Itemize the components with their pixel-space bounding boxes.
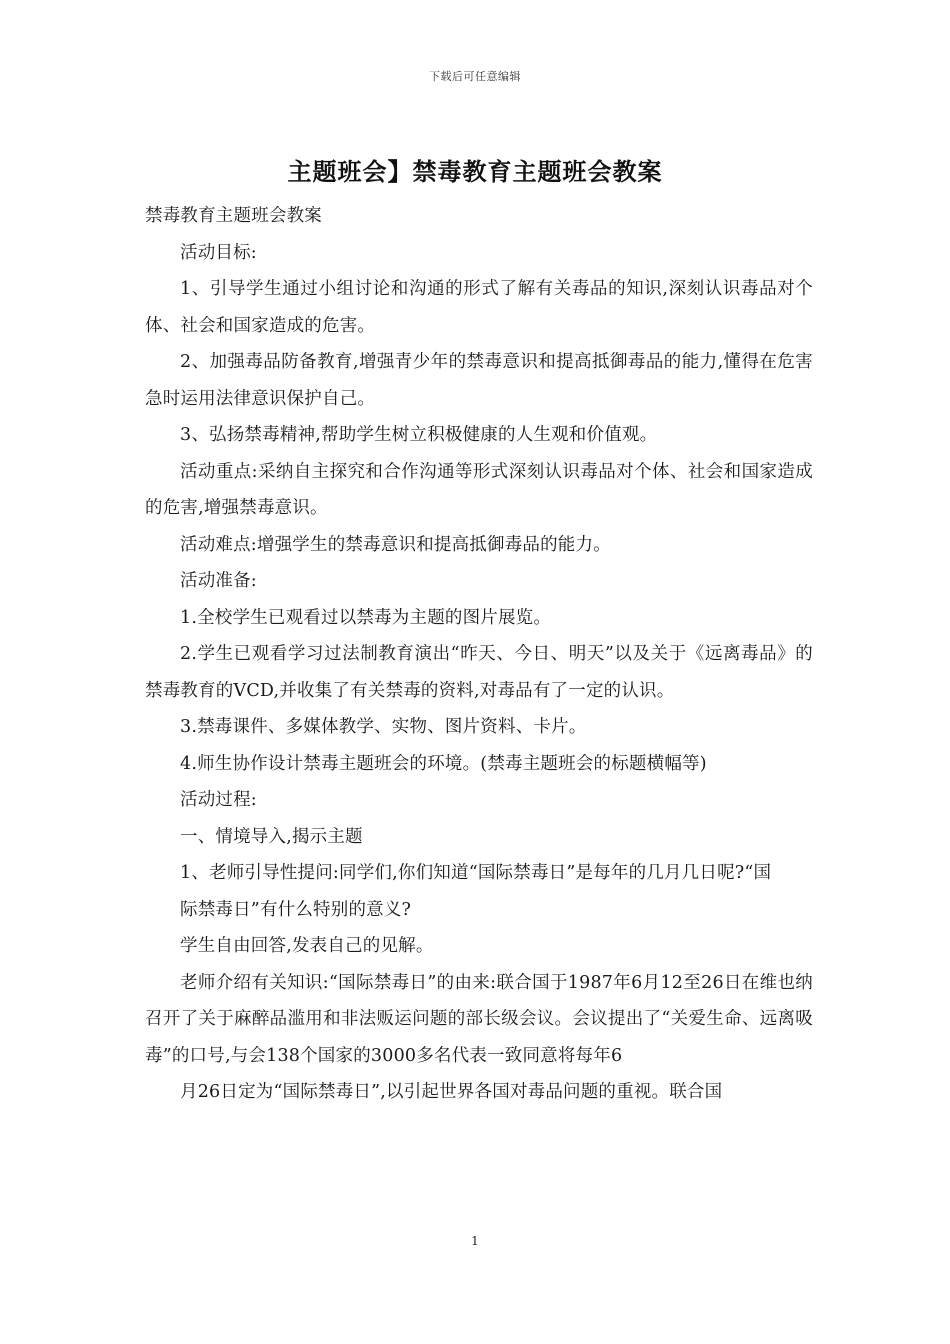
question-continuation: 际禁毒日”有什么特别的意义? xyxy=(180,899,412,920)
objective-3: 3、弘扬禁毒精神,帮助学生树立积极健康的人生观和价值观。 xyxy=(180,425,658,445)
subtitle-paragraph: 禁毒教育主题班会教案 xyxy=(145,206,322,226)
section-1-heading: 一、情境导入,揭示主题 xyxy=(180,826,363,847)
document-title: 主题班会】禁毒教育主题班会教案 xyxy=(287,157,663,186)
preparation-1: 1.全校学生已观看过以禁毒为主题的图片展览。 xyxy=(180,607,552,628)
header-note: 下载后可任意编辑 xyxy=(429,70,521,83)
preparation-heading: 活动准备: xyxy=(180,571,257,591)
objective-2: 2、加强毒品防备教育,增强青少年的禁毒意识和提高抵御毒品的能力,懂得在危害急时运用法律意识保护自己。 xyxy=(145,352,813,409)
document-body xyxy=(145,198,813,1111)
teacher-intro-paragraph: 老师介绍有关知识:“国际禁毒日”的由来:联合国于1987年6月12至26日在维也纳召开了关于麻醉品滥用和非法贩运问题的部长级会议。会议提出了“关爱生命、远离吸毒”的口号,与会138个国家的3000多名代表一致同意将每年6 xyxy=(145,972,813,1066)
difficult-points: 活动难点:增强学生的禁毒意识和提高抵御毒品的能力。 xyxy=(180,534,611,555)
key-points: 活动重点:采纳自主探究和合作沟通等形式深刻认识毒品对个体、社会和国家造成的危害,增强禁毒意识。 xyxy=(145,461,813,518)
question-paragraph: 1、老师引导性提问:同学们,你们知道“国际禁毒日”是每年的几月几日呢?“国 xyxy=(180,863,772,883)
teacher-intro-continuation: 月26日定为“国际禁毒日”,以引起世界各国对毒品问题的重视。联合国 xyxy=(180,1082,723,1102)
preparation-2: 2.学生已观看学习过法制教育演出“昨天、今日、明天”以及关于《远离毒品》的禁毒教育的VCD,并收集了有关禁毒的资料,对毒品有了一定的认识。 xyxy=(145,644,813,701)
preparation-3: 3.禁毒课件、多媒体教学、实物、图片资料、卡片。 xyxy=(180,717,587,737)
preparation-4: 4.师生协作设计禁毒主题班会的环境。(禁毒主题班会的标题横幅等) xyxy=(180,753,707,774)
objectives-heading: 活动目标: xyxy=(180,242,257,263)
process-heading: 活动过程: xyxy=(180,790,257,810)
student-answer-paragraph: 学生自由回答,发表自己的见解。 xyxy=(180,936,434,956)
page-number: 1 xyxy=(471,1234,479,1248)
objective-1: 1、引导学生通过小组讨论和沟通的形式了解有关毒品的知识,深刻认识毒品对个体、社会和国家造成的危害。 xyxy=(145,279,813,336)
